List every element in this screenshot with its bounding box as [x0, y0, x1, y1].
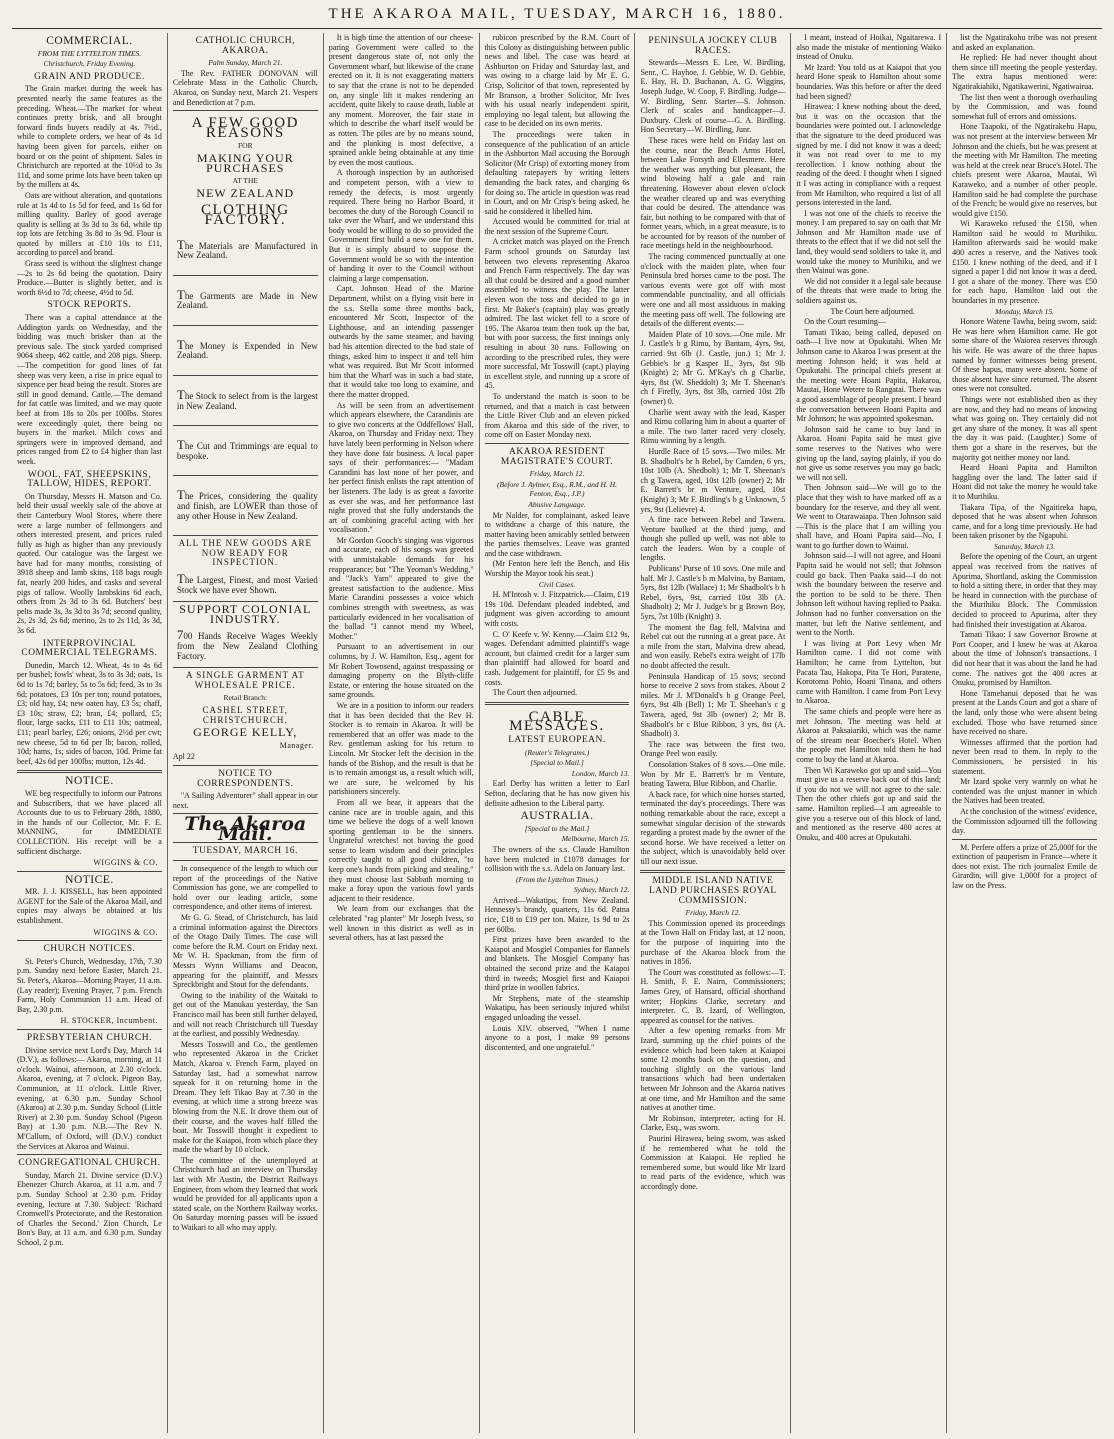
- heading-commercial: COMMERCIAL.: [46, 35, 133, 47]
- heading-notice-2: NOTICE.: [65, 873, 114, 886]
- article-paragraph: It is high time the attention of our cheese-paring Government were called to the present dangerous state of, not only the Government wharf, but likewise of the crane erected on it. It is not exaggerating matters to say that the crane is not to be depended on, any single lift it makes rendering an accident, quite likely to cause death, liable at any moment. Moreover, the fair state in which to describe the wharf itself would be as rotten. The piles are by no means sound, and the planking is most defective, a sprained ankle being obtainable at any time by even the most cautious.: [328, 33, 474, 167]
- column-1: [12, 33, 168, 1433]
- divider: [952, 839, 1097, 840]
- ad-headline: SUPPORT COLONIAL INDUSTRY.: [179, 602, 312, 626]
- heading-church: CHURCH NOTICES.: [43, 944, 136, 955]
- article-paragraph: Mr G. G. Stead, of Christchurch, has laid a criminal information against the Directors of the Otago Daily Times. The case will come before the R.M. Court on Friday next. Mr W. H. Spackman, from the firm of Messrs Wynn Williams and Deacon, appearing for the plaintiff, and Messrs Spreckbright and Stout for the defendants.: [172, 913, 318, 990]
- ad-reason: The Stock to select from is the largest in New Zealand.: [176, 387, 318, 411]
- notice-signature: WIGGINS & CO.: [93, 927, 158, 937]
- divider: [17, 871, 162, 872]
- article-paragraph: I was living at Port Levy when Mr Hamilton came. I did not come with Hamilton; he came from Lyttelton, but Pacata Tau, Hakopa, Pita Te Hori, Paratene, Korotoma Pohio, Hoani Tinana, and others came with Hamilton. I came from Port Levy to Akaroa.: [796, 638, 942, 706]
- column-7: [947, 33, 1102, 1433]
- article-paragraph: Mr Robinson, interpreter, acting for H. Clarke, Esq., was sworn.: [640, 1113, 786, 1133]
- article-paragraph: Mr Nalder, for complainant, asked leave to withdraw a charge of this nature, the matter having been amicably settled between the parties themselves. Leave was granted and the case withdrawn.: [484, 510, 630, 558]
- article-paragraph: From all we hear, it appears that the canine race are in trouble again, and this time we believe the dogs of a well known sporting gentleman to be the sinners. Ungrateful wretches! not having the good sense to learn wisdom and their principles correctly taught to all good children, "to keep one's hands from picking and stealing," they must choose last Sabbath morning to make a foray upon the various fowl yards adjacent to their residence.: [328, 797, 474, 903]
- divider: [173, 475, 318, 476]
- article-paragraph: Witnesses affirmed that the portion had never been read to them. In reply to the Commissioners, he persisted in his statement.: [952, 737, 1098, 776]
- heading-correspondents: NOTICE TO CORRESPONDENTS.: [197, 768, 294, 789]
- heading-australia: AUSTRALIA.: [520, 810, 594, 823]
- article-paragraph: After a few opening remarks from Mr Izard, summing up the chief points of the evidence which had been taken at Kaiapoi some 12 months back on the question, and touching slightly on the various land transactions which had been undertaken between Mr Johnson and the Akaroa natives at one time, and Mr Hamilton and the same natives at another time.: [640, 1026, 786, 1113]
- divider: [173, 667, 318, 668]
- masthead: [12, 6, 1102, 29]
- article-paragraph: A hack race, for which nine horses started, terminated the day's proceedings. There was nothing remarkable about the race, except a somewhat singular decision of the stewards regarding a protest made by the owner of the second horse. We have received a letter on the subject, which is unavoidably held over till our next issue.: [640, 789, 786, 866]
- ad-reason: The Garments are Made in New Zealand.: [176, 286, 318, 311]
- article-paragraph: Hone Tamehanui deposed that he was present at the Lands Court and got a share of the land, only those who were absent being excluded. Those who have returned since have received no share.: [952, 688, 1098, 737]
- article-paragraph: First prizes have been awarded to the Kaiapoi and Mosgiel Companies for flannels and blankets. The Mosgiel Company has obtained the second prize and the Kaiapoi third in tweeds; Mosgiel first and Kaiapoi third prize in woollen fabrics.: [484, 935, 630, 993]
- article-paragraph: Mr Izard: You told us at Kaiapoi that you heard Hone speak to Hamilton about some boundaries. Was this before or after the deed had been signed?: [796, 62, 942, 101]
- divider: [173, 860, 318, 861]
- heading-catholic: CATHOLIC CHURCH, AKAROA.: [195, 36, 295, 56]
- notice-text: MR. J. J. KISSELL, has been appointed AGENT for the Sale of the Akaroa Mail, and copies may always be obtained at his establishment.: [17, 887, 162, 926]
- article-paragraph: The Court then adjourned.: [492, 688, 577, 698]
- article-paragraph: Publicans' Purse of 10 sovs. One mile and half. Mr J. Castle's b m Malvina, by Bantam, 5yrs, 8st 12lb (Wallace) 1; Mr Shadbolt's b h Rebel, 6yrs, 9st, carried 10st 3lb (A. Shadbolt) 2; Mr J. Judge's br g Brown Boy, 5yrs, 7st 10lb (Knight) 3.: [640, 564, 786, 622]
- heading-grain: GRAIN AND PRODUCE.: [34, 71, 145, 82]
- article-paragraph: Wi Karaweko refused the £150, when Hamilton said he would to Murihiku. Hamilton afterwards said he would make 400 acres a reserve, and the Natives took £150. I knew nothing of the deed, and if I signed a paper I did not know it was a deed. I got a share of the money. There was £50 for each hapu. Hamilton laid out the boundaries in my presence.: [952, 219, 1098, 306]
- subheading: (Reuter's Telegrams.): [524, 747, 590, 757]
- ad-name: GEORGE KELLY,: [193, 725, 298, 740]
- article-paragraph: list the Ngatirakohu tribe was not present and asked an explanation.: [952, 33, 1098, 52]
- divider: [17, 1029, 162, 1030]
- article-paragraph: Maiden Plate of 10 sovs.—One mile. Mr J. Castle's b g Rimu, by Bantam, 4yrs, 9st, carried 9st 6lb (J. Castle, jun.) 1; Mr J. Gebbie's br g Kasper II., 3yrs, 8st 9lb (Knight) 2; Mr G. M'Kay's ch g Charlie, 4yrs, 8st (W. Sheddolt) 3; Mr T. Sheenan's ch f Firefly, 3yrs, 8st 3lb, carried 10st 2lb (owner) 0.: [640, 329, 786, 406]
- subheading: Abusive Language.: [528, 499, 586, 509]
- article-paragraph: The same chiefs and people were here as met Johnson. The meeting was held at Akaroa at Paksaiariki, which was the name of the stream near Boecher's Hotel. When the people met Hamilton told them he had come to buy the land at Akaroa.: [796, 706, 942, 764]
- subheading: [Special to the Mail.]: [524, 823, 590, 833]
- ad-headline: CLOTHING FACTORY.: [200, 202, 290, 228]
- divider: [17, 770, 162, 773]
- column-4: [480, 33, 636, 1433]
- article-paragraph: These races were held on Friday last on the course, near the Beach Arms Hotel, between Lake Forsyth and Ellesmere. Here the weather was anything but pleasant, the wind blowing half a gale and rain threatening. However about eleven o'clock the weather cleared up and was everything that could be desired. The attendance was fair, but nothing to be compared with that of former years, which, in a great measure, is to be accounted for by reason of the number of race meetings held in the neighbourhood.: [640, 135, 786, 251]
- article-paragraph: The racing commenced punctually at one o'clock with the maiden plate, when four Peninsula bred horses came to the post. The various events were got off with most commendable punctuality, and all officials were one and all most assiduous in making the meeting pass off well. The following are details of the different events:—: [640, 252, 786, 329]
- ad-text: Retail Branch:: [223, 693, 268, 703]
- heading-stock: STOCK REPORTS.: [47, 300, 132, 311]
- article-paragraph: The Rev. FATHER DONOVAN will Celebrate Mass in the Catholic Church, Akaroa, on Sunday next, March 21. Vespers and Benediction at 7 p.m.: [172, 68, 318, 107]
- paper-date: TUESDAY, MARCH 16.: [192, 846, 298, 857]
- article-paragraph: Hirawea: I knew nothing about the deed, but it was on the occasion that the boundaries were pointed out. I acknowledge that the signature to the deed produced was signed by me. I did not know it was a deed; it was not read over to me to my recollection. I know nothing about the reading of the deed. I thought when I signed it I was acting in compliance with a request from Mr Hamilton, who required a list of all persons interested in the land.: [796, 102, 942, 208]
- article-paragraph: The race was between the first two. Orange Peel won easily.: [640, 739, 786, 759]
- article-paragraph: Tamati Tikao, being called, deposed on oath—I live now at Opukutahi. When Mr Johnson came to Akaroa I was present at the meeting Johnson held; it was held at Opukutahi. The principal chiefs present at the meeting were Hoani Papita, Hakaroa, Mautai, Hone Wetere to Rangatai. There was a good assemblage of people present. I heard the conversation between Hoani Papita and Mr Johnson; he was appointed spokesman.: [796, 327, 942, 424]
- ad-manager: Manager.: [279, 740, 314, 750]
- article-paragraph: On Thursday, Messrs H. Matson and Co. held their usual weekly sale of the above at their Canterbury Wool Stores, where there were a large number of fellmongers and others interested present, and prices ruled fully as high as higher than any previously quoted. Our catalogue was the largest we have had for many months, consisting of 3918 sheep and lamb skins, 118 bags rough fat, nearly 200 hides, and casks and several pigs of tallow. Woolly lambskins 6d each, others from 2s 3d to 3s 6d. Butchers' best pelts made 3s, 3s 3d to 3s 7d; second quality, 2s, 2s 3d, 2s 6d; merino, 2s to 2s 11d, 3s 3d, 3s 6d.: [17, 491, 162, 636]
- article-paragraph: There was a capital attendance at the Addington yards on Wednesday, and the bidding was much brisker than at the previous sale. The stock yarded comprised 9064 sheep, 462 cattle, and 208 pigs. Sheep.—The competition for good lines of fat sheep was very keen, a rise in price equal to sixpence per head being the result. Stores are still in good demand. Cattle.—The demand for fat cattle was limited, and we may quote beef at from 18s to 20s per 100lbs. Stores were exceedingly quiet, there being no buyers in the market. Milch cows and springers were in improved demand, and prices ranged from £2 to £4 higher than last week.: [17, 313, 162, 466]
- column-5: [635, 33, 791, 1433]
- heading-congregational: CONGREGATIONAL CHURCH.: [18, 1158, 161, 1169]
- article-paragraph: The proceedings were taken in consequence of the publication of an article in the Ashburton Mail accusing the Borough Solicitor (Mr Crisp) of extorting money from defaulting ratepayers by writing letters demanding the back rates, and charging 6s for doing so. The article in question was read in Court, and on Mr Crisp's being asked, he said he considered it libelled him.: [484, 129, 630, 216]
- ad-headline: A FEW GOOD REASONS: [191, 115, 299, 141]
- article-paragraph: Johnson said—I will not agree, and Hoani Papita said he would not sell; that Johnson could go back. Then Paaka said—I do not wish the boundary between the reserve and the portion to be sold to be there. Then Johnson left without having replied to Paaka. Johnson had no further conversation on the matter, but left the Native settlement, and went to the North.: [796, 551, 942, 638]
- dateline: Sydney, March 12.: [573, 885, 630, 895]
- church-text: St. Peter's Church, Wednesday, 17th, 7.30 p.m. Sunday next before Easter, March 21. St. Peter's, Akaroa—Morning Prayer, 11 a.m. (Lay reader); Evening Prayer, 7 p.m. French Farm, Holy Communion 11 a.m. Head of Bay, 2.30 p.m.: [17, 956, 162, 1014]
- divider: [485, 443, 630, 444]
- article-paragraph: "A Sailing Adventurer" shall appear in our next.: [172, 791, 318, 810]
- article-paragraph: The committee of the unemployed at Christchurch had an interview on Thursday last with Mr Austin, the District Railways Engineer, from whom they learned that work would be provided for all applicants upon a stated scale, on the Northern Railway works. On Saturday morning passes will be issued to Waikari to all who may apply.: [172, 1155, 318, 1233]
- article-paragraph: A fine race between Rebel and Tawera. Venture baulked at the third jump, and though she pulled up well, was not able to catch the leaders. Won by a couple of lengths.: [640, 515, 786, 563]
- article-paragraph: Stewards—Messrs E. Lee, W. Birdling, Senr., C. Hayhoe, J. Gebbie, W. D. Gebbie, E. Hay, H. D. Buchanan, A. G. Wiggins, Joseph Judge, W. Coop, F. Birdling. Judge—W. Birdling, Senr. Starter—S. Johnson. Clerk of scales and handicapper—J. Duxbury. Clerk of course—G. A. Birdling. Hon Secretary—W. Birdling, Junr.: [640, 58, 786, 135]
- column-6: [791, 33, 947, 1433]
- article-paragraph: He replied: He had never thought about them since till meeting the people yesterday. The extra hapus mentioned were: Ngatirakiahiki, Ngatikawerini, Ngatiwairua.: [952, 53, 1098, 91]
- article-paragraph: The moment the flag fell, Malvina and Rebel cut out the running at a great pace. At a mile from the start, Malvina drew ahead, and won easily. Rebel's extra weight of 17lb no doubt affected the result.: [640, 622, 786, 670]
- article-paragraph: At the conclusion of the witness' evidence, the Commission adjourned till the following day.: [952, 806, 1098, 836]
- heading-wool: WOOL, FAT, SHEEPSKINS, TALLOW, HIDES, REPORT.: [27, 469, 152, 490]
- ad-reason: The Money is Expended in New Zealand.: [176, 336, 318, 361]
- columns: [12, 33, 1102, 1433]
- ad-date: Apl 22: [172, 752, 195, 762]
- subheading: Friday, March 12.: [685, 908, 741, 918]
- divider: [17, 940, 162, 941]
- article-paragraph: We did not consider it a legal sale because of the threats that were made to bring the soldiers against us.: [796, 276, 942, 306]
- heading-telegrams: INTERPROVINCIAL COMMERCIAL TELEGRAMS.: [21, 638, 158, 659]
- article-paragraph: Then Johnson said—We will go to the place that they wish to have marked off as a boundary for the reserve, and they all went. We went to Otarawaiapa. Then Johnson said—This is the place that I am willing you shall have, and Hoani Papita said—No, I want to go further down to Wainui.: [796, 483, 942, 550]
- divider: [173, 425, 318, 426]
- heading-notice-1: NOTICE.: [65, 775, 114, 788]
- ad-text: AT THE: [232, 176, 258, 186]
- church-text: Divine service next Lord's Day, March 14 (D.V.), as follows:— Akaroa, morning, at 11 o'clock. Wainui, afternoon, at 2.30 o'clock. Akaroa, evening, at 7 o'clock. Pigeon Bay, Communion, at 11 o'clock. Little River, evening, at 6.30 p.m. Sunday School (Akaroa) at 2.30 p.m. Sunday School (Little River) at 2.30 p.m. Sunday School (Pigeon Bay) at 1.30 p.m. N.B.—The Rev N. M'Callum, of Oxford, will (D.V.) conduct the Services at Akaroa and Wainui.: [17, 1045, 162, 1151]
- article-paragraph: The list then went a thorough overhauling by the Commission, and was found somewhat full of errors and omissions.: [952, 92, 1098, 121]
- ad-reason: The Materials are Manufactured in New Zealand.: [176, 236, 318, 261]
- article-paragraph: The Court here adjourned.: [830, 306, 915, 316]
- article-paragraph: Tiakara Tipa, of the Ngaitireka hapu, deposed that he was absent when Johnson came, and for a long time previously. He had been taken prisoner by the Ngapuhi.: [952, 502, 1098, 541]
- article-paragraph: A cricket match was played on the French Farm school grounds on Saturday last between two elevens representing Akaroa and French Farm respectively. The day was all that could be desired and a good number assembled to witness the play. The latter eleven won the toss and decided to go in first. Mr Baker's (captain) play was greatly admired. The last wicket fell to a score of 195. The Akaroa team then took up the bat, but with poor success, the first innings only resulting in about 30 runs. Following on according to the prescribed rules, they were more successful, Mr Tosswill (capt.) playing in excellent style, and running up a score of 45.: [484, 237, 630, 391]
- article-paragraph: The Grain market during the week has presented nearly the same features as the preceding. Wheat.—The market for wheat continues pretty brisk, and all brought forward finds buyers readily at 4s. 7½d., while to complete orders, we hear of 4s 1d having been given for parcels, either on board or on the point of shipment. Sales in Christchurch are reported at the 10½d to 3s 11d, and some prime lots have been taken up by the millers at 4s.: [17, 84, 162, 190]
- article-paragraph: Oats are without alteration, and quotations rule at 1s 4d to 1s 5d for feed, and 1s 6d for milling quality. Barley of good average quality is selling at 3s 3d to 3s 6d, while tip top lots are fetching 3s 8d to 3s 9d. Flour is quoted by millers at £10 10s to £11, according to parcel and brand.: [17, 190, 162, 258]
- divider: [173, 375, 318, 376]
- article-paragraph: The owners of the s.s. Claude Hamilton have been mulcted in £1078 damages for collision with the s.s. Adela on January last.: [484, 844, 630, 874]
- church-signature: H. STOCKER, Incumbent.: [60, 1016, 158, 1026]
- article-paragraph: Owing to the inability of the Waitaki to get out of the Manukau yesterday, the San Francisco mail has been still further delayed, and will not reach Christchurch till Tuesday at the earliest, and possibly Wednesday.: [172, 990, 318, 1039]
- article-paragraph: Mr Izard spoke very warmly on what he contended was the unjust manner in which the Natives had been treated.: [952, 777, 1098, 806]
- article-paragraph: M. Perfere offers a prize of 25,000f for the extinction of pauperism in France—where it does not exist. The rich journalist Emile de Girardin, will give 1,000f for a project of law on the Press.: [952, 842, 1098, 891]
- article-paragraph: rubicon prescribed by the R.M. Court of this Colony as distinguishing between public news and libel. The case was heard at Ashburton on Friday and Saturday last, and was owing to a charge laid by Mr E. G. Crisp, Solicitor of that town, represented by Mr Branson, a brother Solicitor, Mr Ives with his usual nearly independent spirit, employing no legal talent, but allowing the case to be decided on its own merits.: [484, 33, 630, 129]
- ad-headline: A SINGLE GARMENT AT WHOLESALE PRICE.: [185, 670, 305, 690]
- church-text: Sunday, March 21. Divine service (D.V.) Ebenezer Church Akaroa, at 11 a.m. and 7 p.m. Sunday School at 2.30 p.m. Friday evening, lecture at 7.30. Subject: 'Richard Cromwell's Protectorate, and the Restoration of Charles the Second.' Zion Church, Le Bon's Bay, at 11 a.m. and 6.30 p.m. Sunday School, 2 p.m.: [17, 1170, 162, 1247]
- notice-text: WE beg respectfully to inform our Patrons and Subscribers, that we have placed all Accounts due to us to February 28th, 1880, in the hands of our Collector, Mr. F. E. MANNING, for IMMEDIATE COLLECTION. His receipt will be a sufficient discharge.: [17, 788, 162, 856]
- article-paragraph: H. M'Intosh v. J. Fitzpatrick.—Claim, £19 19s 10d. Defendant pleaded indebted, and judgment was given according to amount with costs.: [484, 590, 630, 629]
- subheading: Civil Cases.: [538, 579, 576, 589]
- article-paragraph: Hurdle Race of 15 sovs.—Two miles. Mr B. Shadbolt's br h Rebel, by Camden, 6 yrs, 10st 10lb (A. Shedbolt) 1; Mr T. Sheenan's ch g Tawera, aged, 10st 12lb (owner) 2; Mr E. Barrett's br m Venture, aged, 10st (Knight) 3; Mr F. Birdling's b g Unknown, 5 yrs, 9st (Lelievre) 4.: [640, 446, 786, 514]
- article-paragraph: This Commission opened its proceedings at the Town Hall on Friday last, at 12 noon, for the purpose of inquiring into the purchase of the Akaroa block from the natives in 1856.: [640, 918, 786, 967]
- ad-text: 700 Hands Receive Wages Weekly from the New Zealand Clothing Factory.: [176, 627, 318, 661]
- article-paragraph: I meant, instead of Hoikai, Ngaitarewa. I also made the mistake of mentioning Waiko instead of Onuku.: [796, 33, 942, 62]
- subheading: Palm Sunday, March 21.: [208, 58, 283, 68]
- article-paragraph: Then Wi Karaweko got up and said—You must give us a reserve back out of this land; if you do not we will not agree to the sale. Then the other chiefs got up and said the same. Hamilton replied—I am agreeable to give you a reserve out of this block of land, and mentioned as the reserve 400 acres at Onuku, and 400 acres at Opukutahi.: [796, 765, 942, 842]
- divider: [640, 870, 785, 873]
- article-paragraph: Mr Gordon Gooch's singing was vigorous and accurate, each of his songs was greeted with unmistakable demands for his reappearance; but "The Yeoman's Wedding," and "Jack's Yarn" appeared to give the greatest satisfaction to the audience. Miss Marie Carandini possesses a voice which combines strength with sweetness, as was particularly evidenced in her vocalisation of the ballad "I cannot mend my Wheel, Mother.": [328, 535, 474, 641]
- ad-text: FOR: [237, 141, 253, 151]
- article-paragraph: A thorough inspection by an authorised and competent person, with a view to remedy the defects, is most urgently required. There being no Harbor Board, it becomes the duty of the Borough Council to take over the Wharf, and we understand this body would be willing to do so provided the Government first build a new one for them. But it is simply absurd to suppose the Government would be so with the intention of handing it over to the Council without claiming a large compensation.: [328, 168, 474, 283]
- subheading: [Special to Mail.]: [530, 758, 584, 768]
- article-paragraph: Peninsula Handicap of 15 sovs; second horse to receive 2 sovs from stakes. About 2 miles. Mr J. M'Donald's b g Orange Peel, 6yrs, 9st 4lb (Bell) 1; Mr T. Sheehan's c g Tawera, aged, 9st 3lb (owner) 2; Mr B. Shadbolt's br c Blue Ribbon, 3 yrs, 8st (A. Shadbolt) 3.: [640, 671, 786, 739]
- article-paragraph: Paurini Hirawea, being sworn, was asked if he remembered what he told the Commission at Kaiapoi. He replied he remembered some, but would like Mr Izard to read parts of the evidence, which was accordingly done.: [640, 1133, 786, 1191]
- article-paragraph: (Mr Fenton here left the Bench, and His Worship the Mayor took his seat.): [484, 559, 630, 579]
- heading-court: AKAROA RESIDENT MAGISTRATE'S COURT.: [500, 446, 614, 467]
- heading-presbyterian: PRESBYTERIAN CHURCH.: [26, 1033, 152, 1043]
- ad-address: CASHEL STREET, CHRISTCHURCH.: [202, 704, 289, 725]
- divider: [17, 1154, 162, 1155]
- subheading-date: Monday, March 15.: [995, 306, 1055, 316]
- paper-name: The Akaroa Mail.: [184, 813, 307, 845]
- article-paragraph: Pursuant to an advertisement in our columns, by J. W. Hamilton, Esq., agent for Mr Robert Townsend, against trespassing or damaging property on the Blyth-cliffe Estate, or entering the house situated on the same grounds.: [328, 642, 474, 700]
- notice-signature: WIGGINS & CO.: [93, 858, 158, 868]
- article-paragraph: Tamati Tikao: I saw Governor Browne at Port Cooper, and I knew he was at Akaroa about the time of Johnson's transactions. I did not hear that it was about the land he had come. The natives got the 400 acres at Onuku, promised by Hamilton.: [952, 630, 1098, 688]
- article-paragraph: C. O' Keefe v. W. Kenny.—Claim £12 9s, wages. Defendant admitted plaintiff's wage account, but claimed credit for a larger sum than plaintiff had allowed for board and cash. Judgement for plaintiff, for £5 9s and costs.: [484, 629, 630, 687]
- subheading: (From the Lyttelton Times.): [516, 874, 598, 884]
- article-paragraph: Charlie went away with the lead, Kasper and Rimu collaring him in about a quarter of a mile. The two latter raced very closely, Rimu winning by a length.: [640, 407, 786, 446]
- article-paragraph: To understand the match is soon to be returned, and that a match is cast between the Little River Club and an eleven picked from Akaroa and this side of the river, to come off on Easter Monday next.: [484, 391, 630, 440]
- heading-commission: MIDDLE ISLAND NATIVE LAND PURCHASES ROYAL COMMISSION.: [649, 876, 777, 906]
- article-paragraph: As will be seen from an advertisement which appears elsewhere, the Carandinis are to give two concerts at the Oddfellows' Hall, Akaroa, on Thursday and Friday next. They have lately been performing in Nelson where they have done fair business. A local paper says of their performances:— "Madam Carandini has lost none of her power, and her perfect finish enlists the rapt attention of her listeners. The lady is as great a favorite as ever she was, and her performance last night proved that she fully understands the art of combining graceful acting with her vocalisation.": [328, 400, 474, 535]
- divider: [173, 110, 318, 111]
- article-paragraph: Hone Taapoki, of the Ngatirakehu Hapu, was not present at the interview between Mr Johnson and the chiefs, but he was present at the meeting with Mr Hamilton. The meeting was held at the creek near Bruce's Hotel. The chiefs present were Akaroa, Mautai, Wi Karaweko, and a number of other people. Hamilton said he had complete the purchase of the French; he would give no reserves, but would give £150.: [952, 122, 1098, 218]
- divider: [173, 275, 318, 276]
- article-paragraph: Earl Derby has written a letter to Earl Sefton, declaring that he has now given his definite adhesion to the Liberal party.: [484, 779, 630, 808]
- article-paragraph: The Court was constituted as follows:—T. H. Smith, F. E. Nairn, Commissioners; James Grey, of Hansard, official shorthand writer; Hopkins Clarke, secretary and interpreter. C. B. Izard, of Wellington, appeared as counsel for the natives.: [640, 967, 786, 1025]
- dateline: Christchurch, Friday Evening.: [43, 59, 136, 69]
- ad-text: The Largest, Finest, and most Varied Stock we have ever Shown.: [176, 571, 318, 595]
- column-3: [324, 33, 480, 1433]
- divider: [173, 325, 318, 326]
- subheading: LATEST EUROPEAN.: [508, 734, 606, 745]
- article-paragraph: Capt. Johnson Head of the Marine Department, whilst on a flying visit here in the s.s. Stella some three months back, encountered Mr Scott, Inspector of the Lighthouse, and an intending passenger outwards by the same steamer, and having had his attention directed to the bad state of things, asked him to inspect it and tell him what was required. But Mr Scott informed him that the Wharf was in such a bad state, that it would take too long to examine, and there the matter dropped.: [328, 284, 474, 399]
- heading-cable: CABLE MESSAGES.: [509, 708, 605, 735]
- article-paragraph: Accused would be committed for trial at the next session of the Supreme Court.: [484, 217, 630, 236]
- article-paragraph: Things were not established then as they are now, and they had no means of knowing what was going on. They certainly did not get any share of the money. It was all spent the day it was paid. (Laughter.) Some of them got a share in the reserves, but the majority got neither money nor land.: [952, 394, 1098, 462]
- article-paragraph: Mr Stephens, mate of the steamship Wakatipu, has been seriously injured whilst engaged unloading the vessel.: [484, 993, 630, 1022]
- divider: [485, 702, 630, 705]
- article-paragraph: Honore Watene Tawha, being sworn, said: He was here when Hamilton came. He got some share of the Waiorea reserves through his wife. He was aware of the three hapus named by former witnesses being present. Of these hapus, many were absent. Some of those absent have since returned. The absent ones were not consulted.: [952, 317, 1098, 394]
- article-paragraph: In consequence of the length to which our report of the proceedings of the Native Commission has gone, we are compelled to hold over our leading article, some correspondence, and other items of interest.: [172, 864, 318, 912]
- article-paragraph: We learn from our exchanges that the celebrated "rag planter" Mr Joseph Ivess, so well known in this district as well as in several others, has at last passed the: [328, 904, 474, 943]
- article-paragraph: Louis XIV. observed, "When I name anyone to a post, I make 99 persons discontented, and one ungrateful.": [484, 1023, 630, 1052]
- dateline: Melbourne, March 15.: [561, 834, 630, 844]
- ad-text: NEW ZEALAND: [196, 185, 295, 200]
- divider: [173, 535, 318, 536]
- divider: [173, 765, 318, 766]
- article-paragraph: We are in a position to inform our readers that it has been decided that the Rev H. Stocker is to remain in Akaroa. It will be remembered that an offer was made to the Rev. gentleman asking for his return to Lincoln. Mr Stocker left the decision in the hands of the Bishop, and the result is that he is to remain amongst us, a result which will, we are sure, be welcomed by his parishioners sincerely.: [328, 700, 474, 797]
- subheading-date: Saturday, March 13.: [994, 541, 1056, 551]
- heading-races: PENINSULA JOCKEY CLUB RACES.: [648, 36, 778, 56]
- ad-text: MAKING YOUR PURCHASES: [196, 150, 294, 175]
- article-paragraph: Consolation Stakes of 8 sovs.—One mile. Won by Mr E. Barrett's br m Venture, beating Tawera, Blue Ribbon, and Charlie.: [640, 759, 786, 789]
- column-2: [168, 33, 324, 1433]
- article-paragraph: Dunedin, March 12. Wheat, 4s to 4s 6d per bushel; fowls' wheat, 3s to 3s 3d; oats, 1s 6d to 1s 7d; barley, 5s to 5s 6d; feed, 3s to 3s 6d; potatoes, £3 10s per ton; round potatoes, £3; old hay, £4; new oaten hay, £3 5s; chaff, £3 10s; straw, £2; bran, £4; pollard, £5; flour, large sacks, £11 to £11 10s; oatmeal, £11; pearl barley, £26; onions, 2½d per cwt; new cheese, 5d to 6d per lb; bacon, rolled, 10d; hams, 1s; sides of bacon, 10d. Prime fat beef, 42s 6d per 100lbs; mutton, 12s 4d.: [17, 660, 162, 766]
- article-paragraph: Arrived—Wakatipu, from New Zealand. Hennessy's brandy, quarters, 11s 6d. Patna rice, £18 to £19 per ton. Maize, 1s 9d to 2s per 60lbs.: [484, 895, 630, 934]
- article-paragraph: Heard Hoani Papita and Hamilton haggling over the land. The latter said if Hoani did not take the money he would take it to Murihiku.: [952, 463, 1098, 501]
- newspaper-title: THE AKAROA MAIL, TUESDAY, MARCH 16, 1880.: [328, 6, 786, 22]
- article-paragraph: Messrs Tosswill and Co., the gentlemen who represented Akaroa in the Cricket Match, Akaroa v. French Farm, played on Saturday last, had a somewhat narrow squeak for it on returning home in the Dream. They left Tikao Bay at 7.30 in the evening, at which time a strong breeze was blowing from the N.E. It drove them out of their course, and the waves half filled the boat. Mr Tosswill thought it expedient to make for the Kaiapoi, from which place they made the wharf by 10 o'clock.: [172, 1039, 318, 1155]
- article-paragraph: Johnson said he came to buy land in Akaroa. Hoani Papita said he must give some reserves to the Natives who were giving up the land, saying plainly, if you do not give us some reserves you may go back; we will not sell.: [796, 424, 942, 482]
- article-paragraph: On the Court resuming—: [804, 317, 886, 327]
- article-paragraph: Before the opening of the Court, an urgent appeal was received from the natives of Apurima, Shortland, asking the Commission to hold a sitting there, in order that they may be heard in connection with the purchase of the Murihiku Block. The Commission decided to proceed to Apurima, after they had finished their investigation at Akaroa.: [952, 552, 1098, 629]
- dateline: London, March 13.: [571, 768, 630, 778]
- ad-headline: ALL THE NEW GOODS ARE NOW READY FOR INSPECTION.: [178, 538, 312, 568]
- ad-reason: The Cut and Trimmings are equal to bespoke.: [176, 437, 318, 461]
- subheading: Friday, March 12.: [529, 469, 585, 479]
- article-paragraph: I was not one of the chiefs to receive the money. I am prepared to say on oath that Mr Johnson and Mr Hamilton made use of threats to the effect that if we did not sell the land, they would send soldiers to take it, and would take the money to Murihiku, and we then Wainui was gone.: [796, 208, 942, 276]
- subheading: (Before J. Aylmer, Esq., R.M., and H. H. Fenton, Esq., J.P.): [497, 479, 617, 499]
- ad-reason: The Prices, considering the quality and finish, are LOWER than those of any other House in New Zealand.: [176, 487, 318, 521]
- subheading-source: FROM THE LYTTELTON TIMES.: [37, 48, 142, 58]
- article-paragraph: Grass seed is without the slightest change—2s to 2s 6d being the quotation. Dairy Produce.—Butter is slightly better, and is worth 6½d to 7d; cheese, 4½d to 5d.: [17, 259, 162, 297]
